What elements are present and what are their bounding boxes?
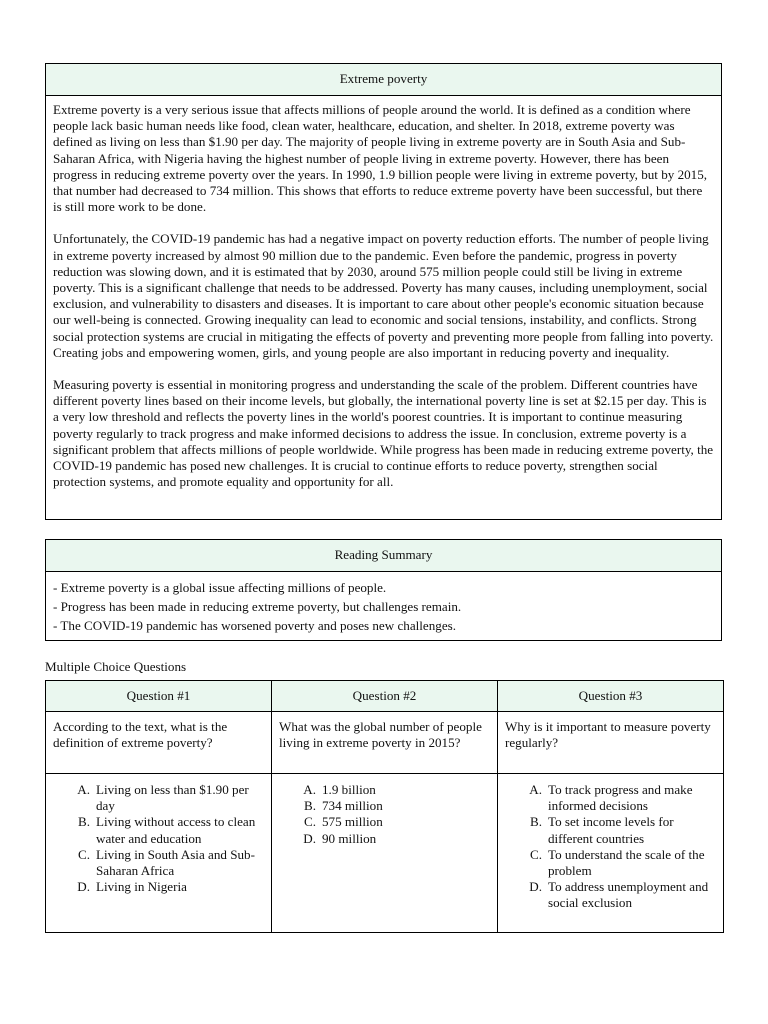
- question-2-text: What was the global number of people living in extreme poverty in 2015?: [272, 712, 498, 774]
- option-text: To understand the scale of the problem: [548, 846, 705, 879]
- option-item: [48, 814, 265, 846]
- mcq-table: [45, 680, 724, 933]
- option-letter: B.: [77, 814, 90, 830]
- summary-item: - Extreme poverty is a global issue affecting millions of people.: [53, 580, 387, 595]
- option-item: [48, 879, 265, 895]
- option-letter: C.: [77, 846, 90, 862]
- option-letter: A.: [77, 782, 90, 797]
- option-item: [274, 798, 491, 814]
- option-letter: C.: [529, 846, 542, 862]
- option-text: Living on less than $1.90 per day: [96, 782, 249, 814]
- summary-title: Reading Summary: [46, 540, 721, 572]
- option-item: [274, 831, 491, 847]
- question-3-options: [498, 774, 724, 933]
- article-paragraph: Unfortunately, the COVID-19 pandemic has had a negative impact on poverty reduction efforts. The number of people living in extreme poverty increased by almost 90 million due to the pandemic. Even before the pandemic, progress in poverty reduction was slowing down, and it is estimated that by 2030, around 575 million people could still be living in extreme poverty. This is a significant challenge that needs to be addressed. Poverty has many causes, including unemployment, social exclusion, and vulnerability to disasters and diseases. It is important to care about other people's economic situation because our well-being is connected. Growing inequality can lead to economic and social tensions, instability, and conflicts. Strong social protection systems are crucial in mitigating the effects of poverty and preventing more people from falling into poverty. Creating jobs and empowering women, girls, and young people are also important in reducing poverty and inequality.: [53, 231, 714, 360]
- article-box: [45, 63, 722, 520]
- option-letter: D.: [529, 879, 542, 895]
- option-text: To set income levels for different countries: [548, 814, 674, 846]
- summary-body: [46, 572, 721, 642]
- question-2-header: Question #2: [272, 681, 498, 712]
- option-letter: B.: [529, 814, 542, 830]
- mcq-section-title: Multiple Choice Questions: [45, 659, 187, 674]
- option-text: Living without access to clean water and education: [96, 814, 256, 846]
- question-3-text: Why is it important to measure poverty regularly?: [498, 712, 724, 774]
- summary-item: - Progress has been made in reducing extreme poverty, but challenges remain.: [53, 599, 462, 614]
- question-1-text: According to the text, what is the definition of extreme poverty?: [46, 712, 272, 774]
- mcq-question-row: [46, 712, 724, 774]
- article-paragraph: Extreme poverty is a very serious issue that affects millions of people around the world. It is defined as a condition where people lack basic human needs like food, clean water, healthcare, education, and shelter. In 2018, extreme poverty was defined as living on less than $1.90 per day. The majority of people living in extreme poverty are in South Asia and Sub-Saharan Africa, with Nigeria having the highest number of people living in extreme poverty. However, there has been progress in reducing extreme poverty over the years. In 1990, 1.9 billion people were living in extreme poverty, but by 2015, that number had decreased to 734 million. This shows that efforts to reduce extreme poverty have been successful, but there is still more work to be done.: [53, 102, 708, 215]
- question-2-options: [272, 774, 498, 933]
- option-letter: B.: [303, 798, 316, 814]
- option-item: [500, 814, 717, 846]
- option-item: [274, 814, 491, 830]
- article-title: Extreme poverty: [46, 64, 721, 96]
- option-text: Living in South Asia and Sub-Saharan Africa: [96, 846, 255, 879]
- option-letter: A.: [303, 782, 316, 797]
- summary-item: - The COVID-19 pandemic has worsened poverty and poses new challenges.: [53, 618, 457, 633]
- option-text: 734 million: [322, 798, 383, 814]
- option-letter: A.: [529, 782, 542, 797]
- option-text: Living in Nigeria: [96, 879, 187, 895]
- option-text: To track progress and make informed decisions: [548, 782, 693, 814]
- option-item: [48, 782, 265, 814]
- article-body: [46, 96, 721, 497]
- option-item: [500, 847, 717, 879]
- option-letter: D.: [77, 879, 90, 895]
- mcq-options-row: [46, 774, 724, 933]
- option-text: To address unemployment and social exclusion: [548, 879, 709, 911]
- mcq-header-row: [46, 681, 724, 712]
- option-text: 90 million: [322, 830, 377, 846]
- option-item: [500, 782, 717, 814]
- reading-summary-box: [45, 539, 722, 641]
- option-item: [500, 879, 717, 911]
- option-letter: D.: [303, 830, 316, 846]
- option-letter: C.: [303, 814, 316, 830]
- option-item: [274, 782, 491, 798]
- question-3-header: Question #3: [498, 681, 724, 712]
- option-item: [48, 847, 265, 879]
- question-1-header: Question #1: [46, 681, 272, 712]
- article-paragraph: Measuring poverty is essential in monitoring progress and understanding the scale of the problem. Different countries have different poverty lines based on their income levels, but globally, the international poverty line is set at $2.15 per day. This is a very low threshold and reflects the poverty lines in the world's poorest countries. It is important to continue measuring poverty regularly to track progress and make informed decisions to address the issue. In conclusion, extreme poverty is a significant problem that affects millions of people worldwide. While progress has been made in reducing extreme poverty, the COVID-19 pandemic has posed new challenges. It is crucial to continue efforts to reduce poverty, strengthen social protection systems, and promote equality and opportunity for all.: [53, 377, 714, 490]
- option-text: 575 million: [322, 814, 383, 830]
- question-1-options: [46, 774, 272, 933]
- option-text: 1.9 billion: [322, 782, 376, 797]
